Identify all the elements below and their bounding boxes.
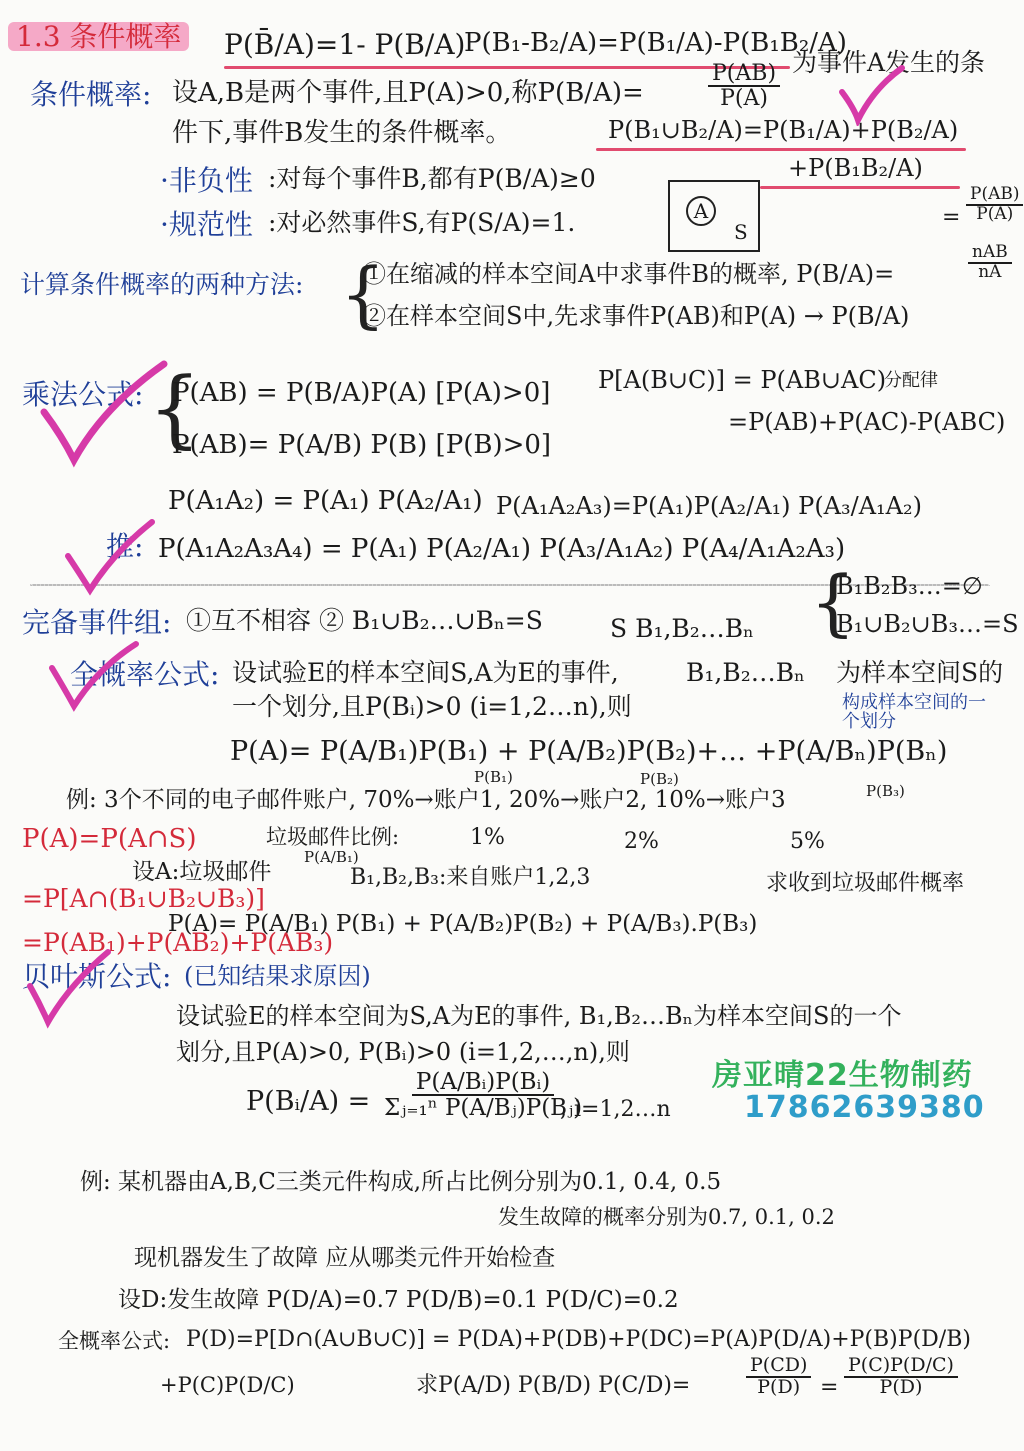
mult-formula-2: P(AB)= P(A/B) P(B) [P(B)>0] [172,430,552,460]
mult-formula-4: P(A₁A₂A₃)=P(A₁)P(A₂/A₁) P(A₃/A₁A₂) [496,492,922,520]
nonneg-text: :对每个事件B,都有P(B/A)≥0 [268,164,596,193]
underline-header [224,66,790,69]
distributive-2: =P(AB)+P(AC)-P(ABC) [728,408,1006,436]
bayes-fraction [380,1070,586,1120]
example2-total-cont: +P(C)P(D/C) [160,1373,295,1397]
mult-formula-1: P(AB) = P(B/A)P(A) [P(A)>0] [172,378,551,408]
example2-total: P(D)=P[D∩(A∪B∪C)] = P(DA)+P(DB)+P(DC)=P(A)P(D/A)+P(B)P(D/B) [186,1327,971,1352]
section-title: 1.3 条件概率 [8,22,189,51]
bayes-note: (已知结果求原因) [184,962,371,990]
example1-goal: 求收到垃圾邮件概率 [766,871,965,896]
bayes-text2: 划分,且P(A)>0, P(Bᵢ)>0 (i=1,2,…,n),则 [176,1038,630,1066]
example2-ask: 求P(A/D) P(B/D) P(C/D)= [416,1373,691,1398]
total-prob-text2: 一个划分,且P(Bᵢ)>0 (i=1,2…n),则 [232,692,632,721]
distributive-1: P[A(B∪C)] = P(AB∪AC) [598,366,887,394]
check-icon [44,638,144,712]
complete-group-label: 完备事件组: [22,606,172,639]
example1-left-3: =P(AB₁)+P(AB₂)+P(AB₃) [22,928,334,957]
definition-line1: 设A,B是两个事件,且P(A)>0,称P(B/A)= [172,78,644,108]
example1-pab1: P(A/B₁) [304,848,359,866]
total-prob-bs: B₁,B₂…Bₙ [686,658,805,687]
underline-union [596,148,966,151]
example1-pb1: P(B₁) [474,768,513,786]
watermark-phone: 17862639380 [744,1090,985,1125]
venn-s-label: S [734,220,748,244]
example1-pb3: P(B₃) [866,782,905,800]
ask-frac2-num: P(C)P(D/C) [844,1356,958,1378]
complete-group-brace: { [810,560,856,644]
example2-line2: 发生故障的概率分别为0.7, 0.1, 0.2 [498,1205,835,1229]
side-eq: = [942,205,961,230]
multiplication-brace: { [148,359,202,457]
complete-group-cond: ①互不相容 ② B₁∪B₂…∪Bₙ=S [186,606,543,635]
example2-ask-eq: = [820,1375,839,1400]
example2-total-label: 全概率公式: [58,1329,171,1353]
side-fraction [966,186,1023,224]
example1-let-a: 设A:垃圾邮件 [132,859,272,885]
definition-frac-den: P(A) [720,86,768,112]
definition-line2: 件下,事件B发生的条件概率。 [172,118,512,148]
total-prob-side-note: 构成样本空间的一个划分 [842,692,986,732]
distributive-note: 分配律 [884,370,938,391]
union-formula-2: +P(B₁B₂/A) [788,154,923,182]
nonneg-label: ·非负性 [160,164,253,197]
mult-formula-3: P(A₁A₂) = P(A₁) P(A₂/A₁) [168,486,483,516]
watermark-name: 房亚晴22生物制药 [712,1058,973,1093]
union-formula-1: P(B₁∪B₂/A)=P(B₁/A)+P(B₂/A) [608,116,959,144]
multiplication-label: 乘法公式: [22,378,144,411]
complete-side-1: B₁B₂B₃…=∅ [836,572,983,600]
example2-ask-frac2 [844,1356,958,1398]
venn-a-label: A [686,196,716,226]
ask-frac1-num: P(CD) [746,1356,811,1378]
methods-brace: { [340,252,386,336]
norm-text: :对必然事件S,有P(S/A)=1. [268,208,576,237]
example2-ask-frac1 [746,1356,811,1398]
complement-formula: P(B̄/A)=1- P(B/A) [224,28,466,61]
example1-line1: 例: 3个不同的电子邮件账户, 70%→账户1, 20%→账户2, 10%→账户3 [66,787,786,813]
total-prob-text1-tail: 为样本空间S的 [836,658,1004,687]
spam-2: 2% [624,829,659,854]
spam-3: 5% [790,829,825,854]
definition-fraction [708,62,780,110]
difference-formula: P(B₁-B₂/A)=P(B₁/A)-P(B₁B₂/A) [464,28,847,58]
definition-line1-tail: 为事件A发生的条 [792,48,986,77]
total-prob-label: 全概率公式: [70,658,220,691]
check-icon [60,516,160,596]
example1-left-2: =P[A∩(B₁∪B₂∪B₃)] [22,884,265,913]
spam-1: 1% [470,825,505,850]
spam-label: 垃圾邮件比例: [266,825,400,849]
bayes-den: Σⱼ₌₁ⁿ P(A/Bⱼ)P(Bⱼ) [384,1095,583,1122]
check-icon [836,62,906,126]
method-1-fraction [968,244,1012,282]
example1-formula: P(A)= P(A/B₁) P(B₁) + P(A/B₂)P(B₂) + P(A/B₃).P(B₃) [168,911,758,937]
bayes-lhs: P(Bᵢ/A) = [246,1086,371,1117]
definition-frac-num: P(AB) [708,62,780,87]
method-frac-num: nAB [968,244,1012,264]
check-icon [24,946,114,1030]
push-label: 推: [106,530,144,563]
bayes-label: 贝叶斯公式: [22,960,172,993]
example1-source: B₁,B₂,B₃:来自账户1,2,3 [350,865,591,890]
check-icon [34,356,174,468]
example1-pb2: P(B₂) [640,770,679,788]
example2-let-d: 设D:发生故障 P(D/A)=0.7 P(D/B)=0.1 P(D/C)=0.2 [118,1287,679,1313]
mult-formula-5: P(A₁A₂A₃A₄) = P(A₁) P(A₂/A₁) P(A₃/A₁A₂) P(A₄/A₁A₂A₃) [158,534,846,564]
example1-left-1: P(A)=P(A∩S) [22,824,197,854]
method-2: ②在样本空间S中,先求事件P(AB)和P(A) → P(B/A) [362,302,910,330]
ask-frac1-den: P(D) [757,1375,801,1398]
underline-union-2 [760,186,960,189]
total-prob-text1: 设试验E的样本空间S,A为E的事件, [232,658,619,687]
side-frac-num: P(AB) [966,186,1023,206]
method-1: ①在缩减的样本空间A中求事件B的概率, P(B/A)= [362,260,895,288]
example2-line1: 例: 某机器由A,B,C三类元件构成,所占比例分别为0.1, 0.4, 0.5 [80,1169,722,1195]
norm-label: ·规范性 [160,208,253,241]
bayes-num: P(A/Bᵢ)P(Bᵢ) [412,1070,554,1096]
total-prob-formula: P(A)= P(A/B₁)P(B₁) + P(A/B₂)P(B₂)+… +P(A/Bₙ)P(Bₙ) [230,736,948,767]
complete-side-2: B₁∪B₂∪B₃…=S [836,610,1019,638]
complete-group-seq: S B₁,B₂…Bₙ [610,614,754,643]
definition-label: 条件概率: [30,78,152,111]
side-frac-den: P(A) [976,203,1014,224]
ask-frac2-den: P(D) [879,1375,923,1398]
method-frac-den: nA [978,261,1002,282]
example2-line3: 现机器发生了故障 应从哪类元件开始检查 [134,1245,556,1271]
methods-label: 计算条件概率的两种方法: [20,270,304,299]
bayes-text1: 设试验E的样本空间为S,A为E的事件, B₁,B₂…Bₙ为样本空间S的一个 [176,1002,902,1030]
bayes-range: , i=1,2…n [560,1097,671,1122]
